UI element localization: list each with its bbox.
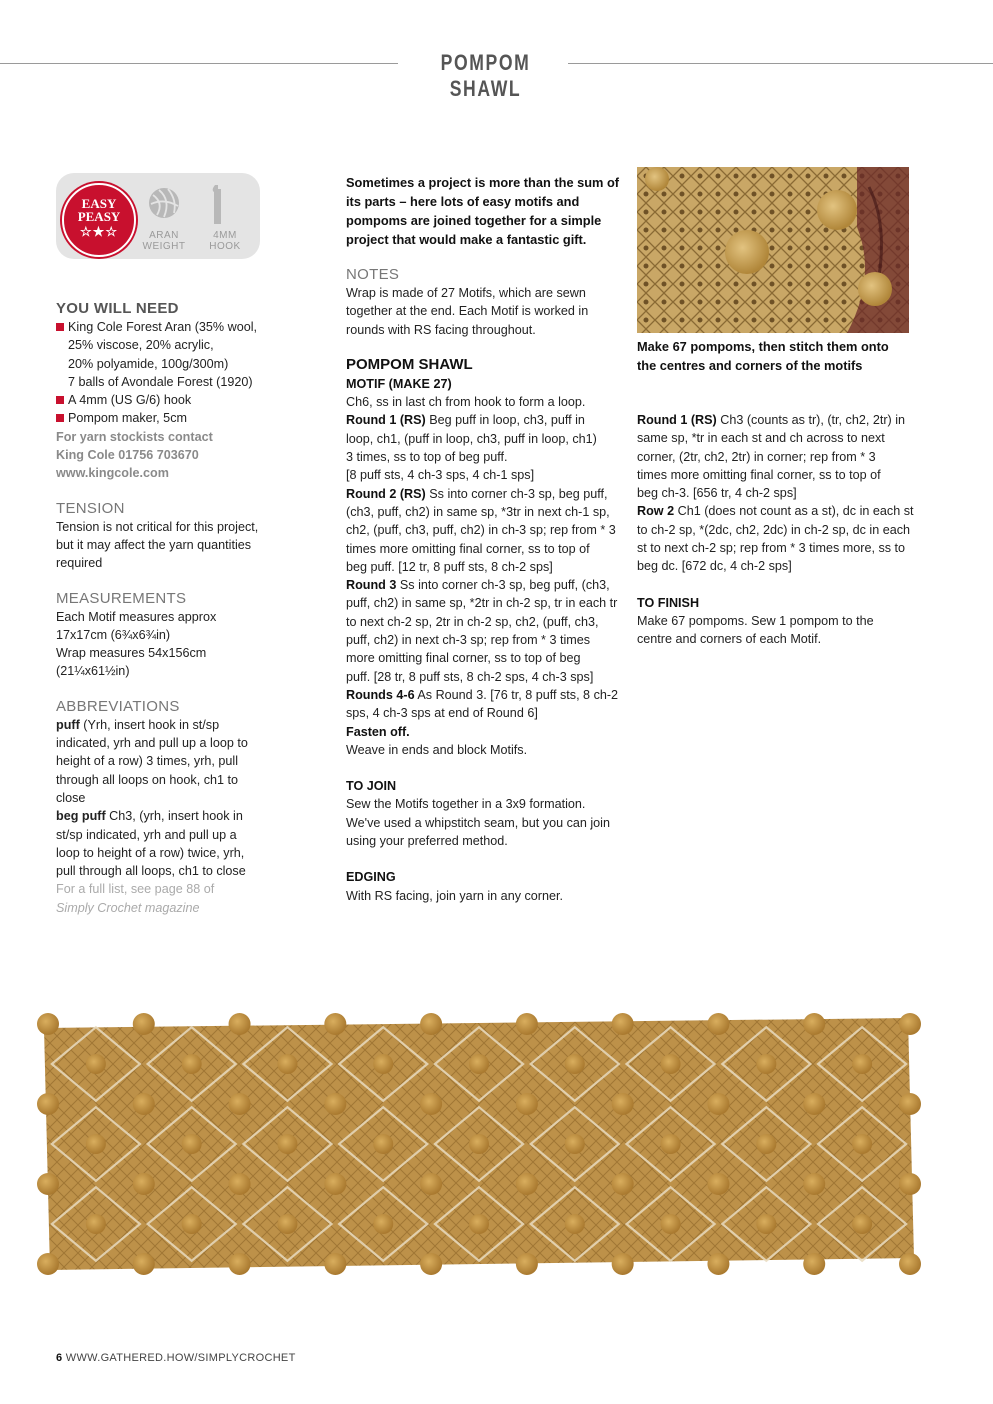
pompom bbox=[37, 1093, 59, 1115]
page-footer bbox=[56, 1352, 296, 1364]
abbr-text: through all loops on hook, ch1 to bbox=[56, 772, 239, 787]
pompom bbox=[86, 1054, 106, 1074]
pompom bbox=[420, 1253, 442, 1275]
round-text: Beg puff in loop, ch3, puff in bbox=[425, 413, 585, 428]
motif-start: Ch6, ss in last ch from hook to form a loop. bbox=[346, 395, 586, 410]
pattern-title: POMPOM SHAWL bbox=[346, 355, 473, 373]
pompom bbox=[565, 1134, 585, 1154]
notes-line: together at the end. Each Motif is worked in bbox=[346, 304, 589, 319]
stockists-link[interactable]: www.kingcole.com bbox=[56, 466, 169, 481]
pompom bbox=[612, 1173, 634, 1195]
pompom bbox=[707, 1173, 729, 1195]
pompom bbox=[420, 1013, 442, 1035]
join-heading: TO JOIN bbox=[346, 779, 397, 794]
pompom bbox=[899, 1013, 921, 1035]
crochet-hook-icon bbox=[206, 184, 226, 226]
pompom bbox=[707, 1253, 729, 1275]
finish-heading: TO FINISH bbox=[637, 595, 700, 610]
pompom bbox=[612, 1253, 634, 1275]
intro-line: Sometimes a project is more than the sum of bbox=[346, 175, 620, 190]
pompom bbox=[516, 1013, 538, 1035]
pompom bbox=[229, 1093, 251, 1115]
pompom bbox=[803, 1173, 825, 1195]
list-item: A 4mm (US G/6) hook bbox=[56, 391, 276, 409]
pompom bbox=[324, 1173, 346, 1195]
abbr-text: loop to height of a row) twice, yrh, bbox=[56, 845, 245, 860]
join-text: We've used a whipstitch seam, but you can join bbox=[346, 815, 610, 830]
round-text: corner, (2tr, ch2, 2tr) in corner; rep from * 3 bbox=[637, 449, 876, 464]
round-text: puff, ch2) in same sp, *2tr in ch-2 sp, tr in each tr bbox=[346, 596, 618, 611]
row-text: st to next ch-2 sp; rep from * 3 times more, ss to bbox=[637, 541, 906, 556]
measurements-line: (21¼x61½in) bbox=[56, 664, 130, 679]
notes-line: Wrap is made of 27 Motifs, which are sewn bbox=[346, 286, 586, 300]
you-will-need-heading: YOU WILL NEED bbox=[56, 300, 179, 317]
pompom bbox=[229, 1013, 251, 1035]
pompom bbox=[229, 1253, 251, 1275]
list-item-cont: 25% viscose, 20% acrylic, bbox=[68, 338, 214, 353]
difficulty-stars: ☆★☆ bbox=[80, 224, 118, 239]
pompom bbox=[899, 1253, 921, 1275]
notes-heading: NOTES bbox=[346, 266, 400, 283]
round-text: loop, ch1, (puff in loop, ch3, puff in loop, ch1) bbox=[346, 431, 597, 446]
hook-line1: 4MM bbox=[213, 230, 237, 241]
round-text: Ss into corner ch-3 sp, beg puff, bbox=[425, 486, 608, 501]
pompom bbox=[565, 1054, 585, 1074]
page-number: 6 bbox=[56, 1352, 63, 1364]
pompom bbox=[133, 1173, 155, 1195]
caption-line: the centres and corners of the motifs bbox=[637, 357, 863, 373]
round-text: times more omitting final corner, ss to top of bbox=[637, 467, 881, 482]
round-label: Round 2 (RS) bbox=[346, 486, 426, 501]
pompom bbox=[277, 1134, 297, 1154]
pompom bbox=[420, 1093, 442, 1115]
full-list-note: Simply Crochet magazine bbox=[56, 900, 200, 915]
round-text: sps, 4 ch-3 sps at end of Round 6] bbox=[346, 706, 538, 721]
abbr-beg-puff bbox=[56, 807, 276, 825]
abbr-puff bbox=[56, 716, 276, 734]
pompom bbox=[661, 1214, 681, 1234]
shawl-full-photo bbox=[36, 1008, 922, 1288]
row-text: to ch-2 sp, *(2dc, ch2, 2dc) in ch-2 sp, dc in each bbox=[637, 522, 911, 537]
yarn-weight-line2: WEIGHT bbox=[142, 241, 186, 252]
finish-text: centre and corners of each Motif. bbox=[637, 632, 822, 647]
round-text: same sp, *tr in each st and ch across to next bbox=[637, 431, 885, 446]
round-label: Round 3 bbox=[346, 578, 397, 593]
middle-column bbox=[346, 173, 621, 905]
round-text: ch2, (puff, ch3, puff, ch2) in ch-3 sp; rep from * 3 bbox=[346, 523, 616, 538]
round-text: beg puff. [12 tr, 8 puff sts, 8 ch-2 sps] bbox=[346, 559, 553, 574]
pompom bbox=[661, 1134, 681, 1154]
pompom bbox=[182, 1214, 202, 1234]
pompom bbox=[277, 1214, 297, 1234]
yarn-weight-label bbox=[140, 230, 188, 252]
yarn-ball-icon bbox=[147, 186, 181, 220]
abbr-text: close bbox=[56, 790, 86, 805]
list-item-cont: 20% polyamide, 100g/300m) bbox=[68, 356, 229, 371]
fasten-off: Fasten off. bbox=[346, 724, 410, 739]
header-rule-right bbox=[568, 63, 993, 64]
pompom bbox=[516, 1253, 538, 1275]
tension-line: Tension is not critical for this project, bbox=[56, 519, 259, 534]
pompom bbox=[37, 1173, 59, 1195]
pompom bbox=[516, 1093, 538, 1115]
stockists-line: King Cole 01756 703670 bbox=[56, 448, 199, 463]
pompom bbox=[803, 1253, 825, 1275]
abbr-text: height of a row) 3 times, yrh, pull bbox=[56, 754, 238, 769]
tension-line: required bbox=[56, 556, 103, 571]
abbr-term: puff bbox=[56, 717, 80, 732]
stockists-line: For yarn stockists contact bbox=[56, 429, 213, 444]
row-label: Row 2 bbox=[637, 504, 675, 519]
measurements-line: Wrap measures 54x156cm bbox=[56, 646, 207, 661]
row-text: Ch1 (does not count as a st), dc in each st bbox=[674, 504, 914, 519]
pompom bbox=[756, 1214, 776, 1234]
pompom bbox=[469, 1134, 489, 1154]
pompom bbox=[133, 1013, 155, 1035]
pompom bbox=[803, 1093, 825, 1115]
pompom bbox=[182, 1134, 202, 1154]
shawl-closeup-photo bbox=[637, 167, 909, 333]
difficulty-badge bbox=[62, 183, 136, 257]
measurements-heading: MEASUREMENTS bbox=[56, 589, 187, 607]
list-item-cont: 7 balls of Avondale Forest (1920) bbox=[68, 374, 253, 389]
pompom bbox=[373, 1214, 393, 1234]
round-text: 3 times, ss to top of beg puff. bbox=[346, 450, 508, 465]
pompom bbox=[37, 1253, 59, 1275]
pompom bbox=[707, 1013, 729, 1035]
pompom bbox=[756, 1054, 776, 1074]
round-text: Ch3 (counts as tr), (tr, ch2, 2tr) in bbox=[716, 413, 906, 427]
pompom bbox=[803, 1013, 825, 1035]
row-text: beg dc. [672 dc, 4 ch-2 sps] bbox=[637, 559, 792, 574]
hook-label bbox=[202, 230, 248, 252]
pompom bbox=[756, 1134, 776, 1154]
pompom bbox=[133, 1253, 155, 1275]
pompom bbox=[37, 1013, 59, 1035]
pompom bbox=[469, 1054, 489, 1074]
pompom bbox=[420, 1173, 442, 1195]
round-text: As Round 3. [76 tr, 8 puff sts, 8 ch-2 bbox=[414, 687, 619, 702]
pompom bbox=[707, 1093, 729, 1115]
finish-text: Make 67 pompoms. Sew 1 pompom to the bbox=[637, 613, 874, 628]
round-text: [8 puff sts, 4 ch-3 sps, 4 ch-1 sps] bbox=[346, 468, 535, 483]
list-item: Pompom maker, 5cm bbox=[56, 409, 276, 427]
abbr-term: beg puff bbox=[56, 809, 106, 824]
notes-line: rounds with RS facing throughout. bbox=[346, 322, 536, 337]
yarn-weight-line1: ARAN bbox=[149, 230, 179, 241]
pompom bbox=[852, 1134, 872, 1154]
list-item: King Cole Forest Aran (35% wool, bbox=[56, 318, 276, 336]
pompom bbox=[324, 1093, 346, 1115]
left-column bbox=[56, 300, 276, 917]
pompom bbox=[133, 1093, 155, 1115]
round-text: (ch3, puff, ch2) in same sp, *3tr in next ch-1 sp, bbox=[346, 504, 610, 519]
round-label: Rounds 4-6 bbox=[346, 687, 415, 702]
pompom bbox=[229, 1173, 251, 1195]
motif-heading: MOTIF (MAKE 27) bbox=[346, 376, 452, 391]
pompom bbox=[852, 1054, 872, 1074]
pompom bbox=[852, 1214, 872, 1234]
pompom bbox=[565, 1214, 585, 1234]
photo-caption bbox=[637, 338, 907, 375]
pompom bbox=[516, 1173, 538, 1195]
pompom bbox=[324, 1013, 346, 1035]
caption-line: Make 67 pompoms, then stitch them onto bbox=[637, 339, 889, 354]
tension-heading: TENSION bbox=[56, 499, 125, 517]
round-text: puff, ch2) in next ch-3 sp; rep from * 3 times bbox=[346, 633, 591, 648]
footer-url[interactable]: WWW.GATHERED.HOW/SIMPLYCROCHET bbox=[65, 1352, 296, 1364]
hook-line2: HOOK bbox=[209, 241, 241, 252]
full-list-note: For a full list, see page 88 of bbox=[56, 882, 215, 897]
pompom bbox=[277, 1054, 297, 1074]
weave-text: Weave in ends and block Motifs. bbox=[346, 742, 528, 757]
pompom bbox=[661, 1054, 681, 1074]
pompom bbox=[899, 1093, 921, 1115]
abbreviations-heading: ABBREVIATIONS bbox=[56, 697, 180, 715]
header-rule-left bbox=[0, 63, 398, 64]
round-text: puff. [28 tr, 8 puff sts, 8 ch-2 sps, 4 ch-3 sps] bbox=[346, 669, 594, 684]
pompom bbox=[182, 1054, 202, 1074]
round-text: beg ch-3. [656 tr, 4 ch-2 sps] bbox=[637, 486, 797, 501]
round-label: Round 1 (RS) bbox=[637, 413, 717, 427]
pompom bbox=[373, 1134, 393, 1154]
abbr-text: Ch3, (yrh, insert hook in bbox=[105, 809, 243, 824]
join-text: Sew the Motifs together in a 3x9 formation. bbox=[346, 797, 586, 812]
join-text: using your preferred method. bbox=[346, 834, 508, 849]
round-text: times more omitting final corner, ss to top of bbox=[346, 541, 590, 556]
round-text: Ss into corner ch-3 sp, beg puff, (ch3, bbox=[396, 578, 610, 593]
intro-line: project that would make a fantastic gift. bbox=[346, 232, 587, 247]
pompom bbox=[612, 1013, 634, 1035]
edging-heading: EDGING bbox=[346, 870, 396, 885]
pompom bbox=[612, 1093, 634, 1115]
measurements-line: 17x17cm (6¾x6¾in) bbox=[56, 627, 171, 642]
difficulty-line2: PEASY bbox=[77, 209, 121, 224]
tension-line: but it may affect the yarn quantities bbox=[56, 537, 252, 552]
round-text: to next ch-2 sp, 2tr in ch-2 sp, ch2, (puff, ch3, bbox=[346, 614, 599, 629]
abbr-text: (Yrh, insert hook in st/sp bbox=[79, 717, 220, 732]
pompom bbox=[469, 1214, 489, 1234]
intro-line: its parts – here lots of easy motifs and bbox=[346, 194, 580, 209]
right-column bbox=[637, 411, 922, 649]
pompom bbox=[86, 1134, 106, 1154]
intro-line: pompoms are joined together for a simple bbox=[346, 213, 602, 228]
pompom bbox=[324, 1253, 346, 1275]
page-title: POMPOM SHAWL bbox=[440, 50, 531, 101]
pompom bbox=[373, 1054, 393, 1074]
round-text: more omitting final corner, ss to top of beg bbox=[346, 651, 581, 666]
round-label: Round 1 (RS) bbox=[346, 413, 426, 428]
edging-text: With RS facing, join yarn in any corner. bbox=[346, 888, 563, 903]
pompom bbox=[899, 1173, 921, 1195]
abbr-text: indicated, yrh and pull up a loop to bbox=[56, 736, 248, 751]
measurements-line: Each Motif measures approx bbox=[56, 609, 217, 624]
abbr-text: st/sp indicated, yrh and pull up a bbox=[56, 827, 237, 842]
pompom bbox=[86, 1214, 106, 1234]
abbr-text: pull through all loops, ch1 to close bbox=[56, 864, 246, 879]
difficulty-line1: EASY bbox=[81, 196, 117, 211]
